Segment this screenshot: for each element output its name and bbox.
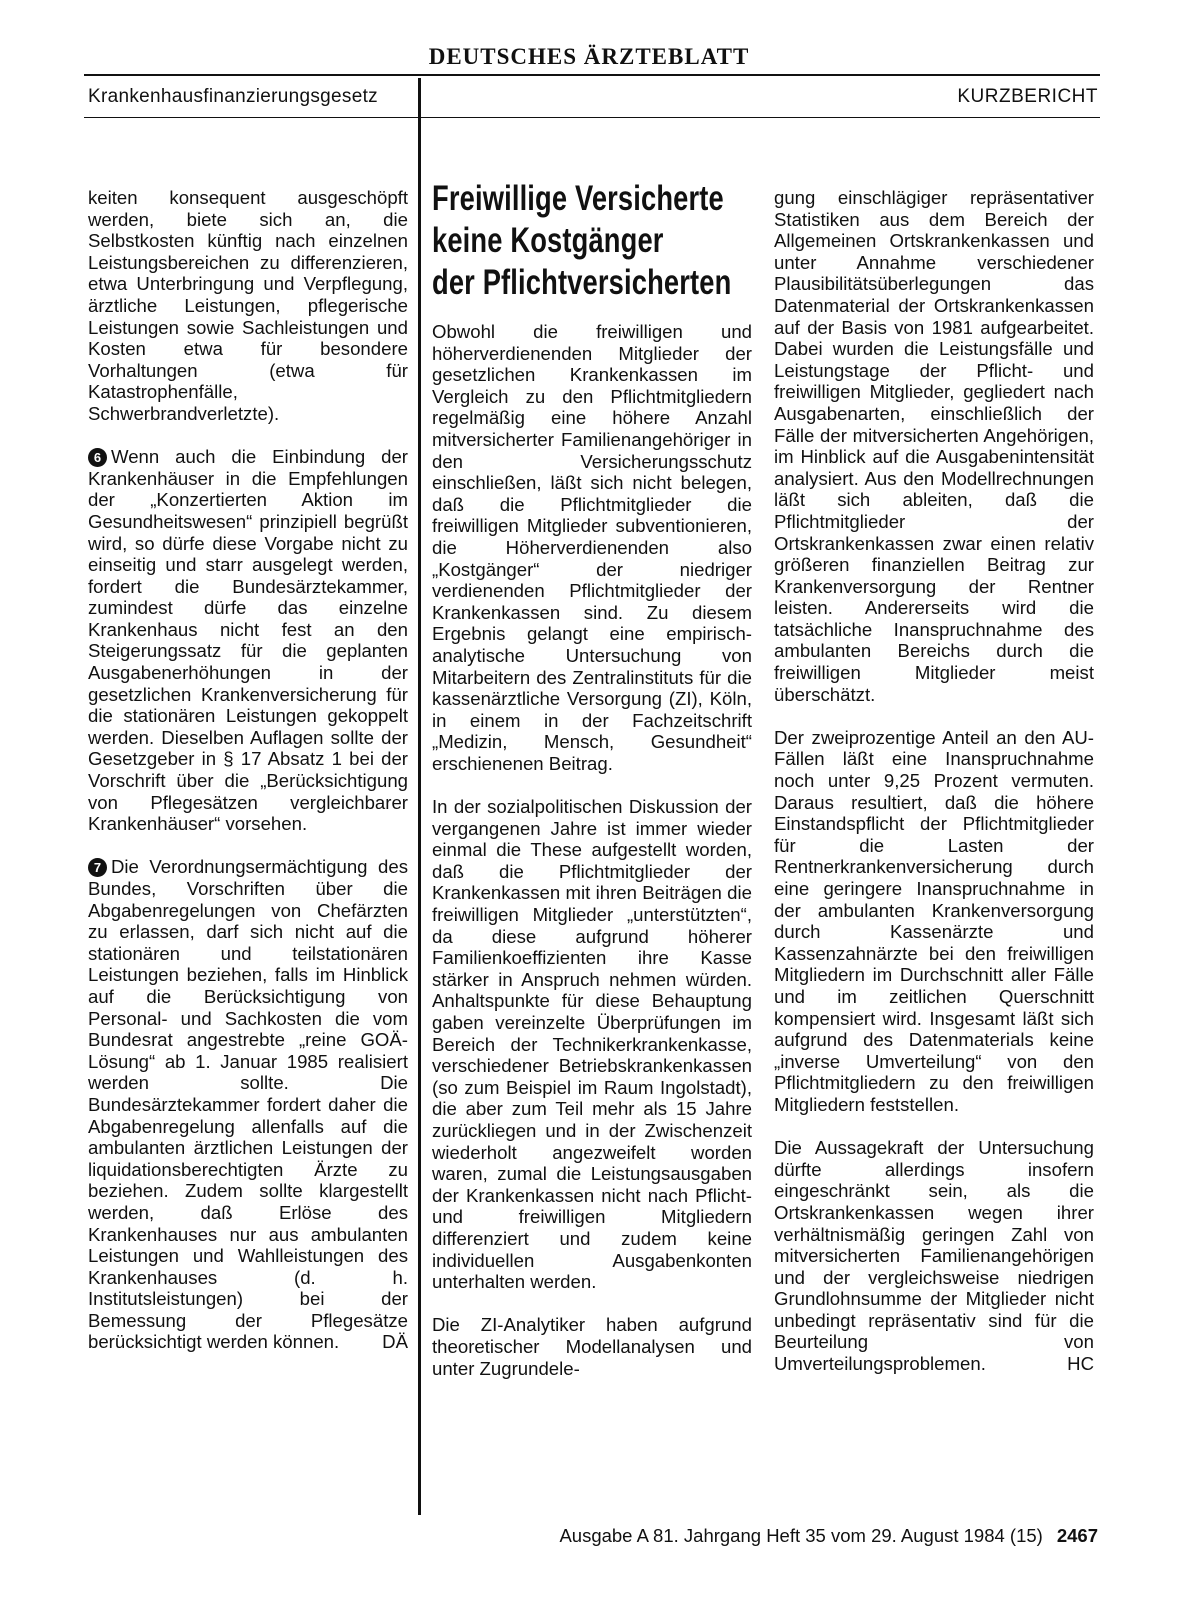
page-number: 2467 (1056, 1525, 1098, 1546)
article-paragraph-2: In der sozialpolitischen Diskussion der vergangenen Jahre ist immer wieder einmal die These aufgestellt worden, daß die Pflichtmitglieder der Krankenkassen mit ihren Beiträgen die freiwilligen Mitglieder „unterstützten“, da diese aufgrund höherer Familienkoeffizienten ihre Kasse stärker in Anspruch nehmen würden. Anhaltspunkte für diese Behauptung gaben vereinzelte Überprüfungen im Bereich der Technikerkrankenkasse, verschiedener Betriebskrankenkassen (so zum Beispiel im Raum Ingolstadt), die aber zum Teil mehr als 15 Jahre zurückliegen und in der Zwischenzeit wiederholt angezweifelt worden waren, zumal die Leistungsausgaben der Krankenkassen nicht nach Pflicht- und freiwilligen Mitgliedern differenziert und zudem keine individuellen Ausgabenkonten unterhalten werden. (432, 796, 752, 1293)
headline-line-1: Freiwillige Versicherte (432, 179, 724, 218)
left-column (88, 187, 408, 1375)
left-paragraph-3 (88, 856, 408, 1353)
headline-line-2: keine Kostgänger (432, 221, 664, 260)
right-paragraph-3 (774, 1137, 1094, 1375)
left-paragraph-3-text: Die Verordnungsermächtigung des Bundes, Vorschriften über die Abgabenregelungen von Chefärzten zu erlassen, darf sich nicht auf die stationären und teilstationären Leistungen beziehen, falls im Hinblick auf die Berücksichtigung von Personal- und Sachkosten die vom Bundesrat angestrebte „reine GOÄ-Lösung“ ab 1. Januar 1985 realisiert werden sollte. Die Bundesärztekammer fordert daher die Abgabenregelung allenfalls auf die ambulanten ärztlichen Leistungen der liquidationsberechtigten Ärzte zu beziehen. Zudem sollte klargestellt werden, daß Erlöse des Krankenhauses nur aus ambulanten Leistungen und Wahlleistungen des Krankenhauses (d. h. Institutsleistungen) bei der Bemessung der Pflegesätze berücksichtigt werden können. (88, 856, 408, 1353)
issue-info: Ausgabe A 81. Jahrgang Heft 35 vom 29. August 1984 (15) (559, 1525, 1043, 1546)
right-paragraph-3-text: Die Aussagekraft der Untersuchung dürfte allerdings insofern eingeschränkt sein, als die Ortskrankenkassen wegen ihrer verhältnismäßig geringen Zahl von mitversicherten Familienangehörigen und der vergleichsweise niedrigen Grundlohnsumme der Mitglieder nicht unbedingt repräsentativ sind für die Beurteilung von Umverteilungsproblemen. (774, 1137, 1094, 1375)
section-title-left: Krankenhausfinanzierungsgesetz (88, 86, 378, 107)
section-title-right: KURZBERICHT (957, 86, 1098, 107)
right-column (774, 187, 1094, 1396)
article-paragraph-3: Die ZI-Analytiker haben aufgrund theoretischer Modellanalysen und unter Zugrundele- (432, 1314, 752, 1379)
left-paragraph-2 (88, 446, 408, 835)
number-badge-6: 6 (88, 448, 107, 467)
masthead: DEUTSCHES ÄRZTEBLATT (428, 44, 750, 69)
article-paragraph-1: Obwohl die freiwilligen und höherverdienenden Mitglieder der gesetzlichen Krankenkassen im Vergleich zu den Pflichtmitgliedern regelmäßig eine höhere Anzahl mitversicherter Familienangehöriger in den Versicherungsschutz einschließen, läßt sich nicht belegen, daß die Pflichtmitglieder die freiwilligen Mitglieder subventionieren, die Höherverdienenden also „Kostgänger“ der niedriger verdienenden Pflichtmitglieder der Krankenkassen sind. Zu diesem Ergebnis gelangt eine empirisch-analytische Untersuchung von Mitarbeitern des Zentralinstituts für die kassenärztliche Versorgung (ZI), Köln, in einem in der Fachzeitschrift „Medizin, Mensch, Gesundheit“ erschienenen Beitrag. (432, 321, 752, 774)
header-rule (84, 74, 1100, 76)
right-signature: HC (1067, 1353, 1094, 1375)
subheader-rule (84, 117, 1100, 118)
left-paragraph-1: keiten konsequent ausgeschöpft werden, biete sich an, die Selbstkosten künftig nach einzelnen Leistungsbereichen zu differenzieren, etwa Unterbringung und Verpflegung, ärztliche Leistungen, pflegerische Leistungen sowie Sachleistungen und Kosten etwa für besondere Vorhaltungen (etwa für Katastrophenfälle, Schwerbrandverletzte). (88, 187, 408, 424)
headline-line-3: der Pflichtversicherten (432, 263, 732, 302)
left-signature: DÄ (382, 1331, 408, 1353)
right-paragraph-1: gung einschlägiger repräsentativer Statistiken aus dem Bereich der Allgemeinen Ortskrankenkassen und unter Annahme verschiedener Plausibilitätsüberlegungen das Datenmaterial der Ortskrankenkassen auf der Basis von 1981 aufgearbeitet. Dabei wurden die Leistungsfälle und Leistungstage der Pflicht- und freiwilligen Mitglieder, gegliedert nach Ausgabenarten, einschließlich der Fälle der mitversicherten Angehörigen, im Hinblick auf die Ausgabenintensität analysiert. Aus den Modellrechnungen läßt sich ableiten, daß die Pflichtmitglieder der Ortskrankenkassen zwar einen relativ größeren finanziellen Beitrag zur Krankenversorgung der Rentner leisten. Andererseits wird die tatsächliche Inanspruchnahme des ambulanten Bereichs durch die freiwilligen Mitglieder meist überschätzt. (774, 187, 1094, 705)
middle-column (432, 321, 752, 1401)
article-headline (432, 178, 732, 304)
number-badge-7: 7 (88, 858, 107, 877)
page-footer (559, 1525, 1098, 1547)
left-paragraph-2-text: Wenn auch die Einbindung der Krankenhäuser in die Empfehlungen der „Konzertierten Aktion im Gesundheitswesen“ prinzipiell begrüßt wird, so dürfe diese Vorgabe nicht zu einseitig und starr ausgelegt werden, fordert die Bundesärztekammer, zumindest dürfe das einzelne Krankenhaus nicht fest an den Steigerungssatz für die geplanten Ausgabenerhöhungen in der gesetzlichen Krankenversicherung für die stationären Leistungen gekoppelt werden. Dieselben Auflagen sollte der Gesetzgeber in § 17 Absatz 1 bei der Vorschrift über die „Berücksichtigung von Pflegesätzen vergleichbarer Krankenhäuser“ vorsehen. (88, 446, 408, 835)
column-divider (418, 78, 421, 1515)
right-paragraph-2: Der zweiprozentige Anteil an den AU-Fällen läßt eine Inanspruchnahme noch unter 9,25 Prozent vermuten. Daraus resultiert, daß die höhere Einstandspflicht der Pflichtmitglieder für die Lasten der Rentnerkrankenversicherung durch eine geringere Inanspruchnahme in der ambulanten Krankenversorgung durch Kassenärzte und Kassenzahnärzte bei den freiwilligen Mitgliedern im Durchschnitt aller Fälle und im zeitlichen Querschnitt kompensiert wird. Insgesamt läßt sich aufgrund des Datenmaterials keine „inverse Umverteilung“ von den Pflichtmitgliedern zu den freiwilligen Mitgliedern feststellen. (774, 726, 1094, 1115)
